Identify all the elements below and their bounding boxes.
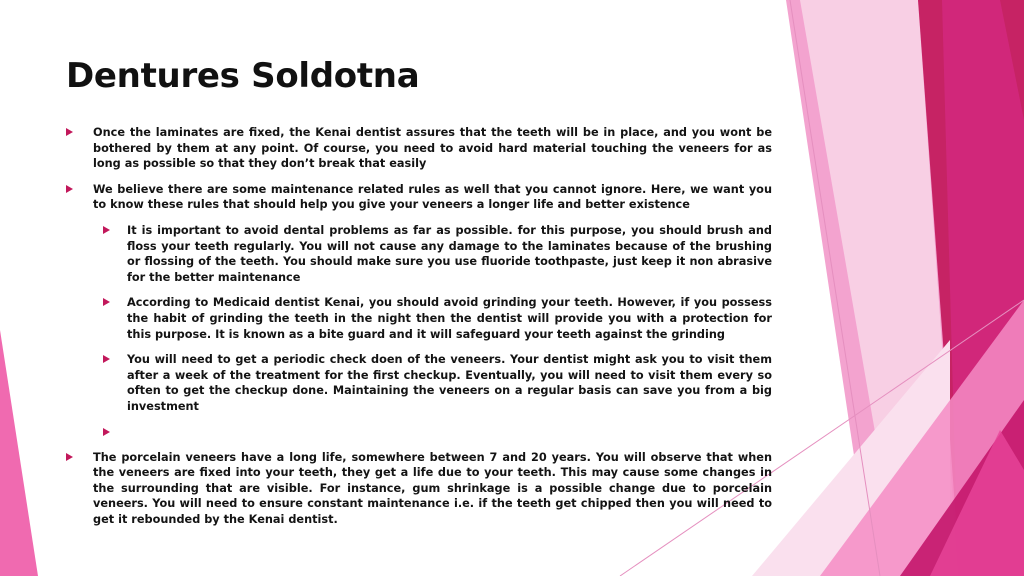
slide-content: [66, 125, 772, 537]
bullet-text: It is important to avoid dental problems as far as possible. for this purpose, you should brush and floss your teeth regularly. You will not cause any damage to the laminates because of the brushing or flossing of the teeth. You should make sure you use fluoride toothpaste, just keep it non abrasive for the better maintenance: [127, 223, 772, 284]
sub-bullet-item: [66, 295, 772, 342]
left-pink-triangle: [0, 330, 38, 576]
bullet-text: We believe there are some maintenance related rules as well that you cannot ignore. Here, we want you to know these rules that should help you give your veneers a longer life and better existence: [93, 182, 772, 212]
sub-bullet-item: [66, 352, 772, 414]
sub-bullet-item: [66, 223, 772, 285]
bullet-item: [66, 125, 772, 172]
triangle-bullet-icon: [103, 298, 110, 306]
bullet-text: The porcelain veneers have a long life, somewhere between 7 and 20 years. You will observe that when the veneers are fixed into your teeth, they get a life due to your teeth. This may cause some changes in the surrounding that are visible. For instance, gum shrinkage is a possible change due to porcelain veneers. You will need to ensure constant maintenance i.e. if the teeth get chipped then you will need to get it rebounded by the Kenai dentist.: [93, 450, 772, 526]
triangle-bullet-icon: [103, 355, 110, 363]
triangle-bullet-icon: [66, 128, 73, 136]
bullet-text: Once the laminates are fixed, the Kenai dentist assures that the teeth will be in place, and you wont be bothered by them at any point. Of course, you need to avoid hard material touching the veneers for as long as possible so that they don’t break that easily: [93, 126, 772, 171]
triangle-bullet-icon: [66, 185, 73, 193]
bullet-item: [66, 450, 772, 528]
bullet-text: [127, 425, 772, 440]
triangle-bullet-icon: [103, 428, 110, 436]
bullet-text: According to Medicaid dentist Kenai, you should avoid grinding your teeth. However, if you possess the habit of grinding the teeth in the night then the dentist will provide you with a protection for this purpose. It is known as a bite guard and it will safeguard your teeth against the grinding: [127, 296, 772, 341]
triangle-bullet-icon: [103, 226, 110, 234]
triangle-bullet-icon: [66, 453, 73, 461]
bullet-item: [66, 182, 772, 213]
slide-title: Dentures Soldotna: [66, 56, 420, 96]
empty-sub-bullet-item: [66, 425, 772, 440]
bullet-text: You will need to get a periodic check doen of the veneers. Your dentist might ask you to visit them after a week of the treatment for the first checkup. Eventually, you will need to visit them every so often to get the checkup done. Maintaining the veneers on a regular basis can save you from a big investment: [127, 353, 772, 413]
